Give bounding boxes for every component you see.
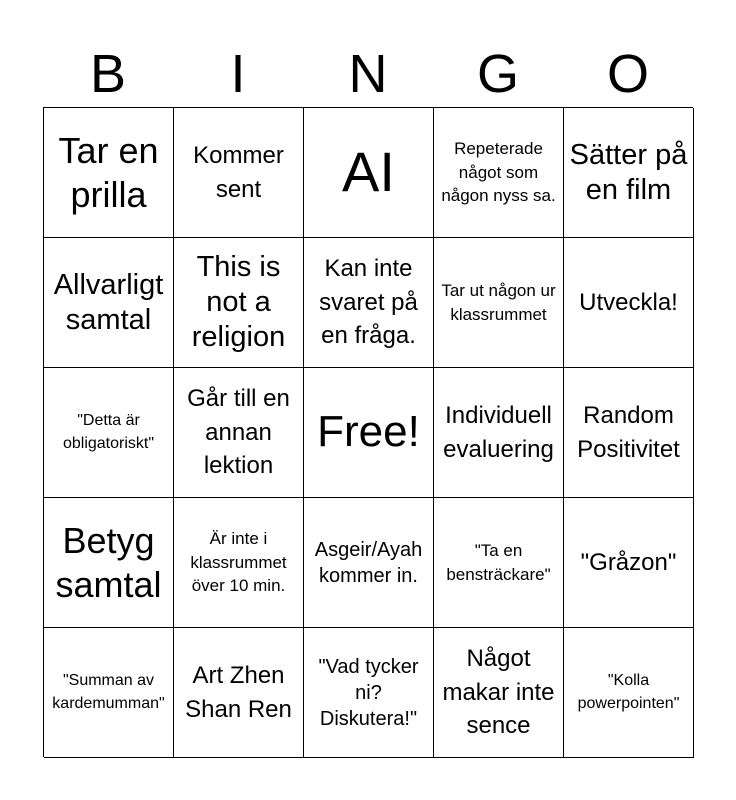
header-letter-i: I [230,44,246,104]
bingo-grid [43,107,693,757]
bingo-cell[interactable]: Något makar inte sence [434,628,564,758]
bingo-cell[interactable]: Asgeir/Ayah kommer in. [304,498,434,628]
bingo-cell[interactable]: Allvarligt samtal [44,238,174,368]
bingo-cell[interactable]: "Summan av kardemumman" [44,628,174,758]
bingo-cell[interactable]: Utveckla! [564,238,694,368]
bingo-cell[interactable]: Betyg samtal [44,498,174,628]
header-letter-g: G [476,44,519,104]
bingo-cell[interactable]: Kan inte svaret på en fråga. [304,238,434,368]
bingo-cell[interactable]: Random Positivitet [564,368,694,498]
bingo-cell[interactable]: "Detta är obligatoriskt" [44,368,174,498]
bingo-header [43,40,693,108]
bingo-cell[interactable]: Individuell evaluering [434,368,564,498]
bingo-cell[interactable]: Är inte i klassrummet över 10 min. [174,498,304,628]
bingo-cell[interactable]: AI [304,108,434,238]
bingo-cell[interactable]: This is not a religion [174,238,304,368]
bingo-cell[interactable]: Tar en prilla [44,108,174,238]
header-letter-n: N [348,44,388,104]
bingo-cell[interactable]: "Kolla powerpointen" [564,628,694,758]
header-letter-b: B [89,44,127,104]
bingo-cell[interactable]: "Ta en bensträckare" [434,498,564,628]
bingo-cell[interactable]: "Gråzon" [564,498,694,628]
bingo-cell[interactable]: Art Zhen Shan Ren [174,628,304,758]
bingo-cell[interactable]: Går till en annan lektion [174,368,304,498]
bingo-cell[interactable]: Repeterade något som någon nyss sa. [434,108,564,238]
bingo-cell[interactable]: Free! [304,368,434,498]
bingo-cell[interactable]: Tar ut någon ur klassrummet [434,238,564,368]
bingo-cell[interactable]: Kommer sent [174,108,304,238]
bingo-cell[interactable]: Sätter på en film [564,108,694,238]
bingo-cell[interactable]: "Vad tycker ni? Diskutera!" [304,628,434,758]
header-letter-o: O [606,44,649,104]
